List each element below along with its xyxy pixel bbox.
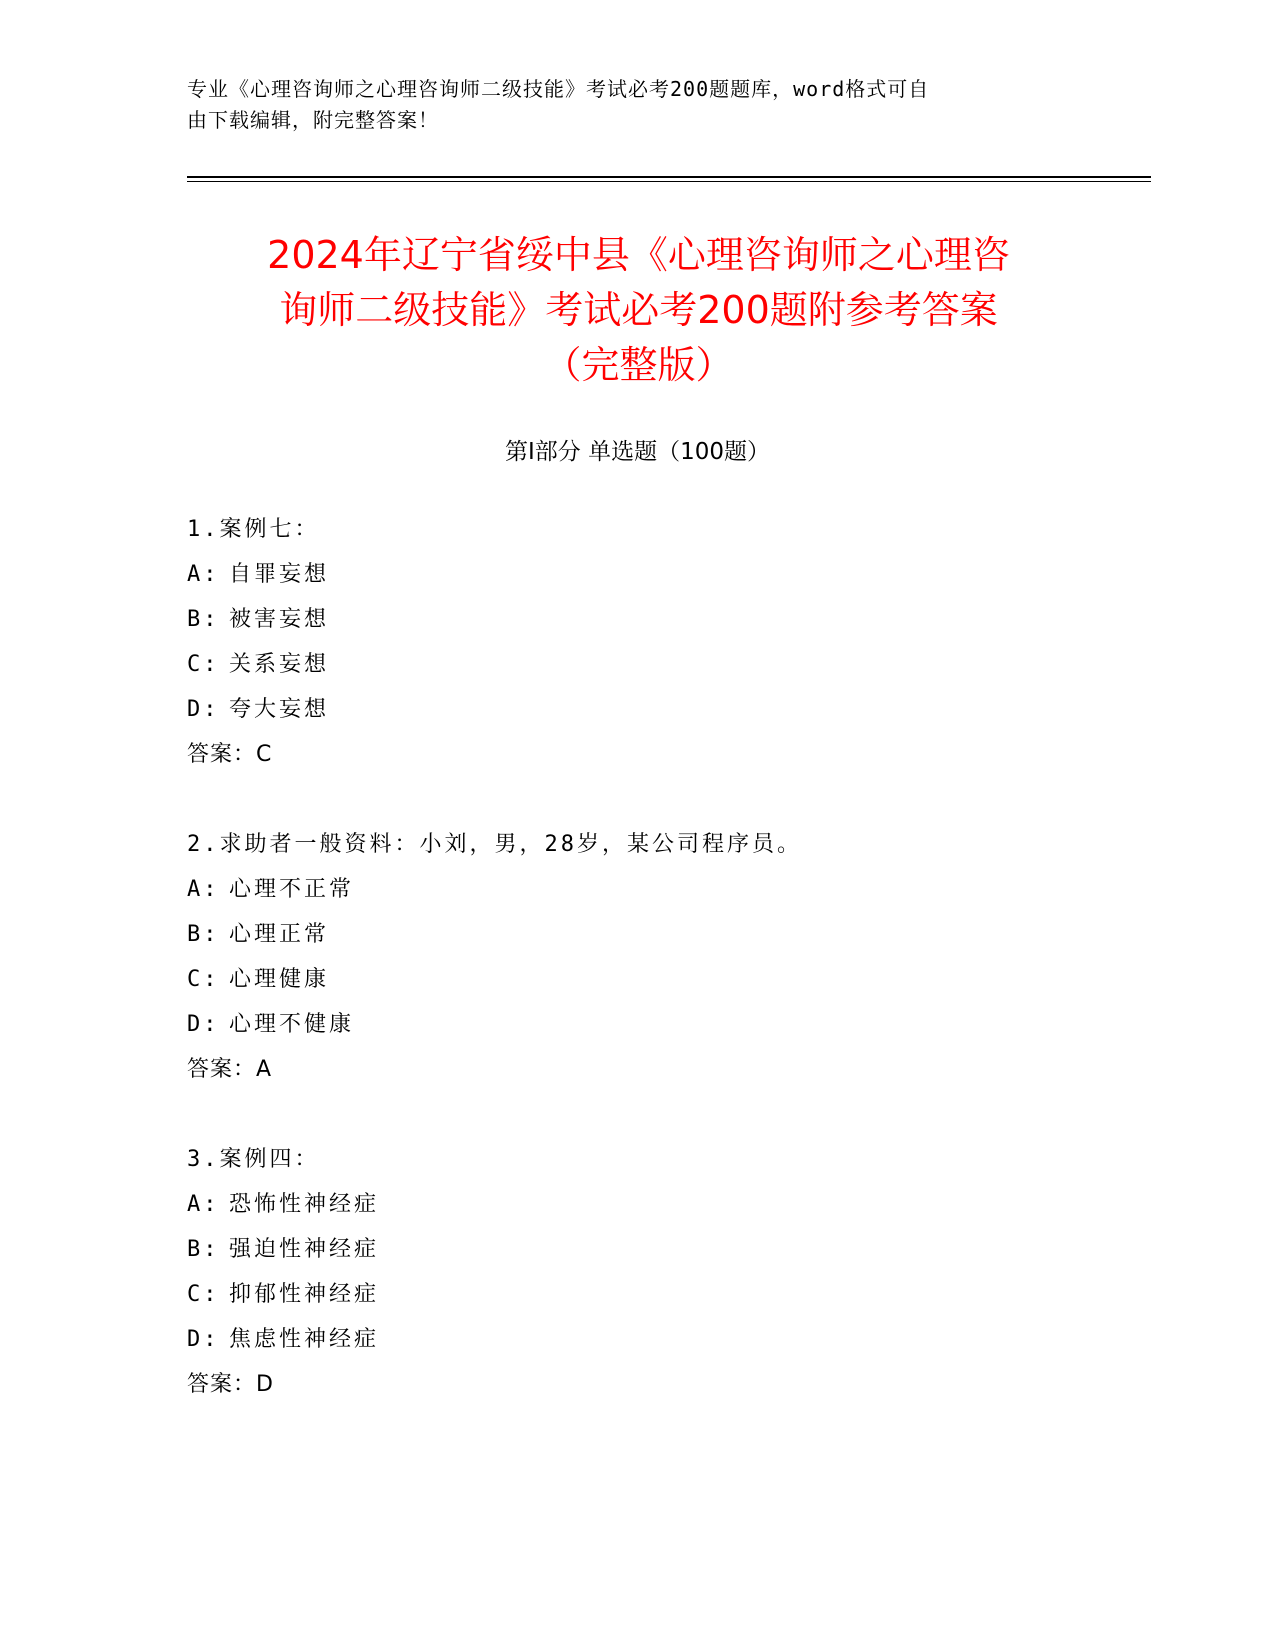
- option-d: [187, 687, 1137, 732]
- question-stem: 1.案例七：: [187, 517, 320, 542]
- option-letter: A:: [187, 1192, 220, 1217]
- answer-line: 答案：C: [187, 742, 273, 767]
- option-text: 强迫性神经症: [229, 1237, 380, 1262]
- header-note-line-1: 专业《心理咨询师之心理咨询师二级技能》考试必考200题题库，word格式可自: [187, 77, 930, 101]
- header-note: [187, 74, 1067, 136]
- option-c: [187, 957, 1137, 1002]
- option-d: [187, 1317, 1137, 1362]
- option-b: [187, 912, 1137, 957]
- option-a: [187, 552, 1137, 597]
- option-text: 恐怖性神经症: [229, 1192, 380, 1217]
- option-letter: B:: [187, 922, 220, 947]
- option-letter: C:: [187, 1282, 220, 1307]
- option-letter: D:: [187, 697, 220, 722]
- question-2: [187, 822, 1137, 1092]
- option-c: [187, 642, 1137, 687]
- section-heading: 第Ⅰ部分 单选题（100题）: [505, 439, 770, 465]
- option-a: [187, 1182, 1137, 1227]
- option-letter: B:: [187, 1237, 220, 1262]
- option-letter: A:: [187, 562, 220, 587]
- option-d: [187, 1002, 1137, 1047]
- option-text: 心理正常: [229, 922, 330, 947]
- option-letter: A:: [187, 877, 220, 902]
- option-text: 夸大妄想: [229, 697, 330, 722]
- header-divider-thin: [187, 181, 1151, 182]
- option-letter: B:: [187, 607, 220, 632]
- option-c: [187, 1272, 1137, 1317]
- option-text: 被害妄想: [229, 607, 330, 632]
- option-text: 焦虑性神经症: [229, 1327, 380, 1352]
- option-b: [187, 1227, 1137, 1272]
- option-text: 心理不正常: [229, 877, 355, 902]
- option-text: 关系妄想: [229, 652, 330, 677]
- document-title-line-3: （完整版）: [543, 343, 734, 387]
- question-stem: 3.案例四：: [187, 1147, 320, 1172]
- answer-line: 答案：A: [187, 1057, 273, 1082]
- option-letter: C:: [187, 652, 220, 677]
- header-divider-thick: [187, 176, 1151, 178]
- header-note-line-2: 由下载编辑，附完整答案！: [187, 108, 439, 132]
- option-letter: C:: [187, 967, 220, 992]
- document-title-line-1: 2024年辽宁省绥中县《心理咨询师之心理咨: [267, 233, 1010, 277]
- document-title-line-2: 询师二级技能》考试必考200题附参考答案: [279, 288, 998, 332]
- option-letter: D:: [187, 1327, 220, 1352]
- answer-line: 答案：D: [187, 1372, 274, 1397]
- document-title: [160, 228, 1117, 393]
- question-3: [187, 1137, 1137, 1407]
- question-1: [187, 507, 1137, 777]
- option-a: [187, 867, 1137, 912]
- option-text: 心理不健康: [229, 1012, 355, 1037]
- option-text: 自罪妄想: [229, 562, 330, 587]
- option-text: 抑郁性神经症: [229, 1282, 380, 1307]
- option-b: [187, 597, 1137, 642]
- question-stem: 2.求助者一般资料：小刘，男，28岁，某公司程序员。: [187, 832, 802, 857]
- option-text: 心理健康: [229, 967, 330, 992]
- option-letter: D:: [187, 1012, 220, 1037]
